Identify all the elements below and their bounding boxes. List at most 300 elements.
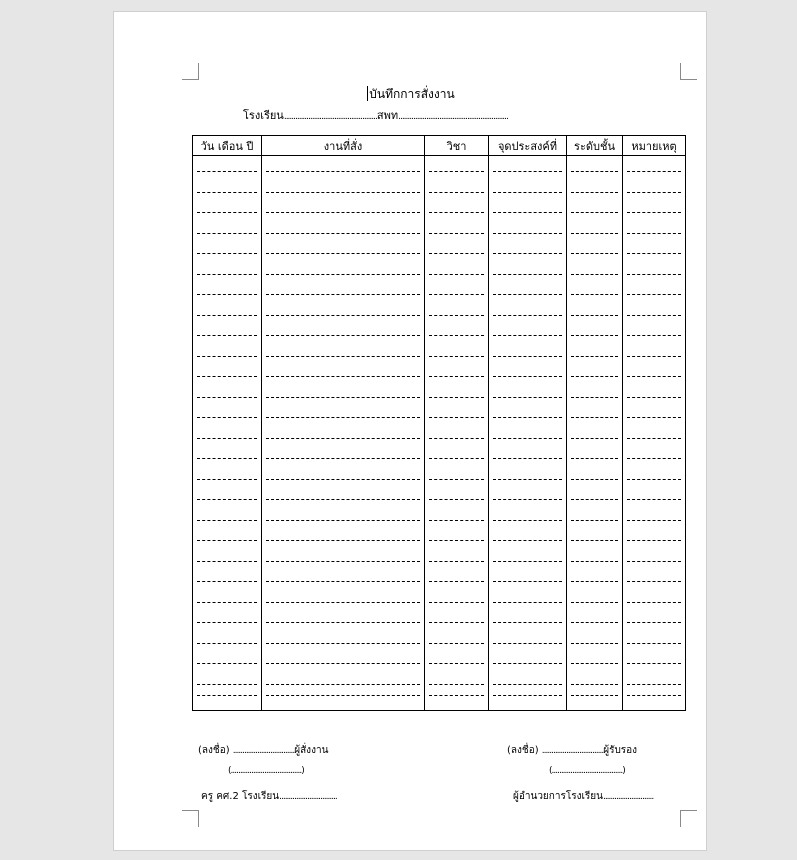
- dashed-fill-line: [197, 663, 257, 664]
- cell-grade-level[interactable]: [567, 463, 623, 484]
- dashed-fill-line: [429, 479, 484, 480]
- cell-objective[interactable]: [489, 586, 567, 607]
- dashed-fill-line: [197, 315, 257, 316]
- dashed-fill-line: [493, 643, 562, 644]
- cell-subject[interactable]: [425, 279, 489, 300]
- dashed-fill-line: [627, 356, 681, 357]
- cell-grade-level[interactable]: [567, 299, 623, 320]
- dashed-fill-line: [493, 315, 562, 316]
- cell-task[interactable]: [262, 197, 425, 218]
- cell-grade-level[interactable]: [567, 443, 623, 464]
- cell-task[interactable]: [262, 258, 425, 279]
- cell-subject[interactable]: [425, 484, 489, 505]
- cell-subject[interactable]: [425, 607, 489, 628]
- dashed-fill-line: [197, 438, 257, 439]
- dashed-fill-line: [571, 479, 618, 480]
- cell-task[interactable]: [262, 176, 425, 197]
- cell-task[interactable]: [262, 361, 425, 382]
- cell-subject[interactable]: [425, 545, 489, 566]
- table-row: [193, 545, 686, 566]
- cell-grade-level[interactable]: [567, 627, 623, 648]
- cell-task[interactable]: [262, 422, 425, 443]
- cell-subject[interactable]: [425, 443, 489, 464]
- dashed-fill-line: [266, 274, 420, 275]
- cell-subject[interactable]: [425, 320, 489, 341]
- cell-remarks[interactable]: [623, 422, 686, 443]
- dashed-fill-line: [571, 438, 618, 439]
- dashed-fill-line: [266, 376, 420, 377]
- cell-task[interactable]: [262, 545, 425, 566]
- cell-date[interactable]: [193, 463, 262, 484]
- cell-grade-level[interactable]: [567, 525, 623, 546]
- cell-remarks[interactable]: [623, 299, 686, 320]
- table-header-row: [193, 136, 686, 156]
- dashed-fill-line: [493, 171, 562, 172]
- cell-remarks[interactable]: [623, 320, 686, 341]
- cell-grade-level[interactable]: [567, 607, 623, 628]
- dashed-fill-line: [197, 171, 257, 172]
- header-date: วัน เดือน ปี: [193, 136, 262, 156]
- cell-remarks[interactable]: [623, 689, 686, 711]
- sign-fill-line: .................................: [232, 746, 295, 756]
- cell-task[interactable]: [262, 279, 425, 300]
- cell-remarks[interactable]: [623, 545, 686, 566]
- cell-task[interactable]: [262, 217, 425, 238]
- dashed-fill-line: [571, 335, 618, 336]
- cell-remarks[interactable]: [623, 484, 686, 505]
- cell-date[interactable]: [193, 504, 262, 525]
- cell-date[interactable]: [193, 299, 262, 320]
- dashed-fill-line: [493, 561, 562, 562]
- cell-remarks[interactable]: [623, 627, 686, 648]
- dashed-fill-line: [197, 602, 257, 603]
- dashed-fill-line: [571, 499, 618, 500]
- dashed-fill-line: [493, 335, 562, 336]
- cell-grade-level[interactable]: [567, 176, 623, 197]
- dashed-fill-line: [197, 684, 257, 685]
- cell-remarks[interactable]: [623, 443, 686, 464]
- dashed-fill-line: [266, 212, 420, 213]
- cell-objective[interactable]: [489, 566, 567, 587]
- dashed-fill-line: [627, 212, 681, 213]
- cell-grade-level[interactable]: [567, 340, 623, 361]
- assigner-role: ผู้สั่งงาน: [294, 745, 329, 756]
- cell-grade-level[interactable]: [567, 545, 623, 566]
- header-objective: จุดประสงค์ที่: [489, 136, 567, 156]
- dashed-fill-line: [266, 458, 420, 459]
- title-text: บันทึกการสั่งงาน: [369, 87, 455, 101]
- table-body: [193, 156, 686, 711]
- cell-grade-level[interactable]: [567, 381, 623, 402]
- cell-grade-level[interactable]: [567, 279, 623, 300]
- left-signature-line: [198, 743, 328, 758]
- cell-objective[interactable]: [489, 299, 567, 320]
- cell-objective[interactable]: [489, 361, 567, 382]
- cell-remarks[interactable]: [623, 525, 686, 546]
- cell-date[interactable]: [193, 217, 262, 238]
- cell-subject[interactable]: [425, 238, 489, 259]
- cell-subject[interactable]: [425, 197, 489, 218]
- cell-remarks[interactable]: [623, 238, 686, 259]
- dashed-fill-line: [197, 356, 257, 357]
- office-fill-line: ...........................................................: [398, 112, 508, 122]
- dashed-fill-line: [493, 253, 562, 254]
- dashed-fill-line: [571, 684, 618, 685]
- cell-date[interactable]: [193, 689, 262, 711]
- table-row: [193, 668, 686, 689]
- dashed-fill-line: [627, 417, 681, 418]
- dashed-fill-line: [266, 192, 420, 193]
- certifier-role: ผู้รับรอง: [603, 745, 638, 756]
- cell-grade-level[interactable]: [567, 484, 623, 505]
- cell-objective[interactable]: [489, 607, 567, 628]
- cell-objective[interactable]: [489, 525, 567, 546]
- cell-grade-level[interactable]: [567, 156, 623, 177]
- header-remarks: หมายเหตุ: [623, 136, 686, 156]
- sign-prefix: (ลงชื่อ): [198, 745, 230, 756]
- cell-grade-level[interactable]: [567, 402, 623, 423]
- sign-prefix: (ลงชื่อ): [507, 745, 539, 756]
- dashed-fill-line: [493, 520, 562, 521]
- cell-date[interactable]: [193, 320, 262, 341]
- table-row: [193, 586, 686, 607]
- cell-date[interactable]: [193, 402, 262, 423]
- cell-objective[interactable]: [489, 176, 567, 197]
- cell-task[interactable]: [262, 525, 425, 546]
- cell-date[interactable]: [193, 156, 262, 177]
- dashed-fill-line: [627, 695, 681, 696]
- cell-grade-level[interactable]: [567, 361, 623, 382]
- dashed-fill-line: [266, 581, 420, 582]
- dashed-fill-line: [571, 171, 618, 172]
- dashed-fill-line: [266, 663, 420, 664]
- dashed-fill-line: [571, 520, 618, 521]
- cell-subject[interactable]: [425, 627, 489, 648]
- table-row: [193, 443, 686, 464]
- right-position-line: [513, 789, 653, 804]
- header-subject: วิชา: [425, 136, 489, 156]
- document-title[interactable]: [114, 85, 708, 104]
- cell-task[interactable]: [262, 484, 425, 505]
- cell-subject[interactable]: [425, 176, 489, 197]
- name-fill-line: (......................................): [228, 766, 304, 776]
- cell-objective[interactable]: [489, 484, 567, 505]
- dashed-fill-line: [627, 192, 681, 193]
- cell-task[interactable]: [262, 340, 425, 361]
- dashed-fill-line: [266, 540, 420, 541]
- cell-task[interactable]: [262, 156, 425, 177]
- dashed-fill-line: [266, 479, 420, 480]
- cell-grade-level[interactable]: [567, 689, 623, 711]
- left-position-line: [201, 789, 337, 804]
- cell-grade-level[interactable]: [567, 668, 623, 689]
- cell-remarks[interactable]: [623, 463, 686, 484]
- cell-grade-level[interactable]: [567, 238, 623, 259]
- cell-grade-level[interactable]: [567, 586, 623, 607]
- dashed-fill-line: [571, 274, 618, 275]
- position-label: ผู้อำนวยการโรงเรียน: [513, 791, 603, 802]
- left-name-line: [228, 765, 304, 776]
- cell-objective[interactable]: [489, 238, 567, 259]
- dashed-fill-line: [571, 622, 618, 623]
- cell-date[interactable]: [193, 258, 262, 279]
- dashed-fill-line: [197, 212, 257, 213]
- cell-subject[interactable]: [425, 156, 489, 177]
- table-row: [193, 258, 686, 279]
- cell-grade-level[interactable]: [567, 320, 623, 341]
- dashed-fill-line: [197, 458, 257, 459]
- cell-remarks[interactable]: [623, 279, 686, 300]
- cell-remarks[interactable]: [623, 566, 686, 587]
- cell-objective[interactable]: [489, 627, 567, 648]
- dashed-fill-line: [571, 315, 618, 316]
- dashed-fill-line: [197, 274, 257, 275]
- table-row: [193, 279, 686, 300]
- cell-date[interactable]: [193, 484, 262, 505]
- cell-task[interactable]: [262, 607, 425, 628]
- dashed-fill-line: [493, 663, 562, 664]
- cell-date[interactable]: [193, 361, 262, 382]
- dashed-fill-line: [493, 540, 562, 541]
- dashed-fill-line: [493, 695, 562, 696]
- cell-remarks[interactable]: [623, 668, 686, 689]
- cell-date[interactable]: [193, 238, 262, 259]
- cell-objective[interactable]: [489, 258, 567, 279]
- dashed-fill-line: [266, 684, 420, 685]
- dashed-fill-line: [429, 561, 484, 562]
- cell-objective[interactable]: [489, 320, 567, 341]
- dashed-fill-line: [627, 684, 681, 685]
- table-row: [193, 238, 686, 259]
- cell-subject[interactable]: [425, 381, 489, 402]
- cell-date[interactable]: [193, 381, 262, 402]
- dashed-fill-line: [627, 540, 681, 541]
- cell-task[interactable]: [262, 381, 425, 402]
- cell-grade-level[interactable]: [567, 648, 623, 669]
- cell-subject[interactable]: [425, 689, 489, 711]
- dashed-fill-line: [429, 643, 484, 644]
- cell-grade-level[interactable]: [567, 258, 623, 279]
- cell-task[interactable]: [262, 299, 425, 320]
- dashed-fill-line: [429, 315, 484, 316]
- dashed-fill-line: [627, 520, 681, 521]
- cell-date[interactable]: [193, 176, 262, 197]
- margin-corner-top-left: [182, 63, 199, 80]
- cell-task[interactable]: [262, 586, 425, 607]
- cell-date[interactable]: [193, 279, 262, 300]
- dashed-fill-line: [197, 540, 257, 541]
- cell-remarks[interactable]: [623, 402, 686, 423]
- cell-remarks[interactable]: [623, 361, 686, 382]
- cell-objective[interactable]: [489, 463, 567, 484]
- cell-objective[interactable]: [489, 279, 567, 300]
- cell-date[interactable]: [193, 627, 262, 648]
- dashed-fill-line: [429, 192, 484, 193]
- cell-task[interactable]: [262, 504, 425, 525]
- table-row: [193, 197, 686, 218]
- cell-subject[interactable]: [425, 504, 489, 525]
- cell-objective[interactable]: [489, 504, 567, 525]
- cell-date[interactable]: [193, 422, 262, 443]
- cell-objective[interactable]: [489, 545, 567, 566]
- cell-objective[interactable]: [489, 668, 567, 689]
- cell-task[interactable]: [262, 668, 425, 689]
- cell-remarks[interactable]: [623, 504, 686, 525]
- dashed-fill-line: [197, 294, 257, 295]
- cell-subject[interactable]: [425, 402, 489, 423]
- cell-task[interactable]: [262, 320, 425, 341]
- cell-objective[interactable]: [489, 156, 567, 177]
- cell-date[interactable]: [193, 668, 262, 689]
- cell-subject[interactable]: [425, 422, 489, 443]
- cell-objective[interactable]: [489, 689, 567, 711]
- dashed-fill-line: [627, 274, 681, 275]
- dashed-fill-line: [627, 253, 681, 254]
- cell-remarks[interactable]: [623, 607, 686, 628]
- table-row: [193, 648, 686, 669]
- cell-remarks[interactable]: [623, 648, 686, 669]
- cell-subject[interactable]: [425, 648, 489, 669]
- cell-objective[interactable]: [489, 402, 567, 423]
- cell-date[interactable]: [193, 566, 262, 587]
- cell-date[interactable]: [193, 586, 262, 607]
- cell-remarks[interactable]: [623, 197, 686, 218]
- dashed-fill-line: [627, 294, 681, 295]
- cell-task[interactable]: [262, 463, 425, 484]
- cell-date[interactable]: [193, 545, 262, 566]
- cell-remarks[interactable]: [623, 258, 686, 279]
- cell-objective[interactable]: [489, 217, 567, 238]
- cell-objective[interactable]: [489, 422, 567, 443]
- cell-task[interactable]: [262, 238, 425, 259]
- cell-task[interactable]: [262, 648, 425, 669]
- table-row: [193, 320, 686, 341]
- name-fill-line: (......................................): [549, 766, 625, 776]
- school-label: โรงเรียน: [243, 109, 284, 122]
- dashed-fill-line: [197, 417, 257, 418]
- cell-subject[interactable]: [425, 566, 489, 587]
- dashed-fill-line: [571, 233, 618, 234]
- cell-grade-level[interactable]: [567, 422, 623, 443]
- dashed-fill-line: [493, 684, 562, 685]
- cell-remarks[interactable]: [623, 156, 686, 177]
- dashed-fill-line: [571, 376, 618, 377]
- cell-date[interactable]: [193, 607, 262, 628]
- dashed-fill-line: [627, 233, 681, 234]
- dashed-fill-line: [429, 520, 484, 521]
- cell-remarks[interactable]: [623, 340, 686, 361]
- dashed-fill-line: [571, 581, 618, 582]
- table-row: [193, 504, 686, 525]
- document-page[interactable]: [113, 11, 707, 851]
- dashed-fill-line: [493, 581, 562, 582]
- cell-subject[interactable]: [425, 361, 489, 382]
- table-row: [193, 422, 686, 443]
- cell-subject[interactable]: [425, 299, 489, 320]
- cell-grade-level[interactable]: [567, 566, 623, 587]
- cell-subject[interactable]: [425, 463, 489, 484]
- sign-fill-line: .................................: [541, 746, 604, 756]
- dashed-fill-line: [197, 561, 257, 562]
- dashed-fill-line: [571, 561, 618, 562]
- cell-objective[interactable]: [489, 443, 567, 464]
- table-row: [193, 627, 686, 648]
- cell-subject[interactable]: [425, 340, 489, 361]
- cell-date[interactable]: [193, 340, 262, 361]
- cell-subject[interactable]: [425, 668, 489, 689]
- dashed-fill-line: [571, 663, 618, 664]
- dashed-fill-line: [571, 458, 618, 459]
- cell-objective[interactable]: [489, 648, 567, 669]
- dashed-fill-line: [266, 315, 420, 316]
- cell-grade-level[interactable]: [567, 504, 623, 525]
- dashed-fill-line: [429, 417, 484, 418]
- cell-subject[interactable]: [425, 258, 489, 279]
- dashed-fill-line: [627, 561, 681, 562]
- table-row: [193, 340, 686, 361]
- dashed-fill-line: [493, 622, 562, 623]
- dashed-fill-line: [429, 294, 484, 295]
- dashed-fill-line: [571, 356, 618, 357]
- dashed-fill-line: [493, 233, 562, 234]
- cell-subject[interactable]: [425, 525, 489, 546]
- cell-date[interactable]: [193, 443, 262, 464]
- cell-subject[interactable]: [425, 217, 489, 238]
- dashed-fill-line: [627, 643, 681, 644]
- dashed-fill-line: [266, 171, 420, 172]
- cell-date[interactable]: [193, 197, 262, 218]
- dashed-fill-line: [627, 581, 681, 582]
- cell-date[interactable]: [193, 525, 262, 546]
- dashed-fill-line: [197, 192, 257, 193]
- cell-objective[interactable]: [489, 197, 567, 218]
- cell-objective[interactable]: [489, 340, 567, 361]
- dashed-fill-line: [429, 233, 484, 234]
- cell-remarks[interactable]: [623, 381, 686, 402]
- cell-task[interactable]: [262, 566, 425, 587]
- cell-subject[interactable]: [425, 586, 489, 607]
- cell-remarks[interactable]: [623, 586, 686, 607]
- dashed-fill-line: [627, 397, 681, 398]
- dashed-fill-line: [266, 561, 420, 562]
- cell-task[interactable]: [262, 402, 425, 423]
- dashed-fill-line: [197, 335, 257, 336]
- dashed-fill-line: [429, 438, 484, 439]
- cell-grade-level[interactable]: [567, 217, 623, 238]
- dashed-fill-line: [429, 335, 484, 336]
- assignment-table: [192, 135, 686, 711]
- cell-remarks[interactable]: [623, 217, 686, 238]
- margin-corner-bottom-right: [680, 810, 697, 827]
- table-row: [193, 402, 686, 423]
- school-line[interactable]: [243, 106, 643, 124]
- dashed-fill-line: [627, 479, 681, 480]
- table-row: [193, 361, 686, 382]
- dashed-fill-line: [571, 294, 618, 295]
- cell-task[interactable]: [262, 627, 425, 648]
- cell-date[interactable]: [193, 648, 262, 669]
- table-row: [193, 566, 686, 587]
- table-row: [193, 607, 686, 628]
- dashed-fill-line: [627, 438, 681, 439]
- cell-objective[interactable]: [489, 381, 567, 402]
- margin-corner-top-right: [680, 63, 697, 80]
- cell-grade-level[interactable]: [567, 197, 623, 218]
- cell-remarks[interactable]: [623, 176, 686, 197]
- table-row: [193, 176, 686, 197]
- cell-task[interactable]: [262, 443, 425, 464]
- cell-task[interactable]: [262, 689, 425, 711]
